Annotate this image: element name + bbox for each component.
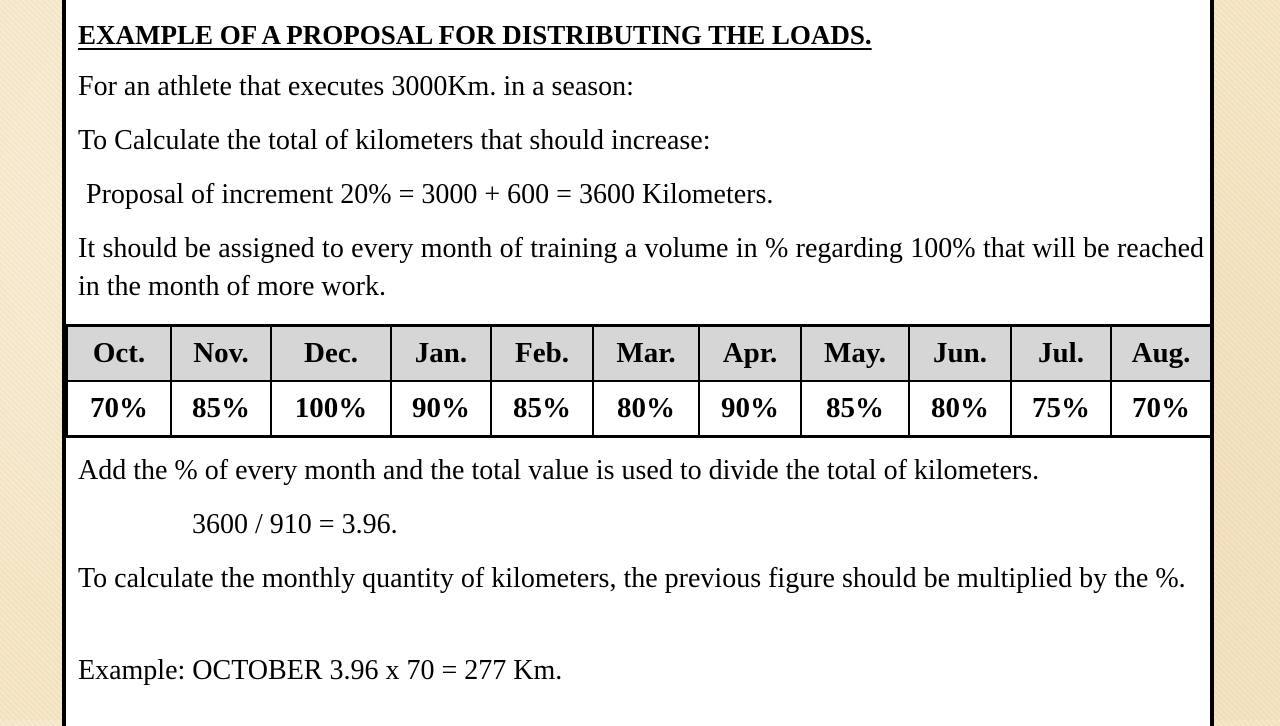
athlete-statement: For an athlete that executes 3000Km. in a season: xyxy=(78,71,634,102)
assignment-paragraph: It should be assigned to every month of training a volume in % regarding 100% that will be reached in the month of more work. xyxy=(78,233,1204,302)
document-title: EXAMPLE OF A PROPOSAL FOR DISTRIBUTING THE LOADS. xyxy=(78,20,872,50)
month-header-row xyxy=(67,326,1211,382)
percentage-cell: 85% xyxy=(491,381,593,437)
october-example: Example: OCTOBER 3.96 x 70 = 277 Km. xyxy=(78,655,563,686)
calculation-intro: To Calculate the total of kilometers that should increase: xyxy=(78,125,711,156)
month-header-cell: Nov. xyxy=(171,326,271,382)
month-header-cell: Jan. xyxy=(391,326,491,382)
percentage-row xyxy=(67,381,1211,437)
month-header-cell: Jun. xyxy=(909,326,1011,382)
month-header-cell: Feb. xyxy=(491,326,593,382)
increment-proposal: Proposal of increment 20% = 3000 + 600 = 3600 Kilometers. xyxy=(86,179,774,210)
percentage-cell: 70% xyxy=(1111,381,1211,437)
percentage-cell: 75% xyxy=(1011,381,1111,437)
percentage-cell: 85% xyxy=(801,381,909,437)
sum-instruction: Add the % of every month and the total value is used to divide the total of kilometers. xyxy=(78,455,1040,486)
percentage-cell: 85% xyxy=(171,381,271,437)
percentage-cell: 80% xyxy=(909,381,1011,437)
percentage-cell: 100% xyxy=(271,381,391,437)
month-header-cell: Apr. xyxy=(699,326,801,382)
month-header-cell: May. xyxy=(801,326,909,382)
month-header-cell: Mar. xyxy=(593,326,699,382)
month-header-cell: Dec. xyxy=(271,326,391,382)
month-header-cell: Jul. xyxy=(1011,326,1111,382)
percentage-cell: 90% xyxy=(391,381,491,437)
monthly-quantity-paragraph: To calculate the monthly quantity of kilometers, the previous figure should be multiplied by the %. xyxy=(78,563,1186,594)
percentage-cell: 90% xyxy=(699,381,801,437)
monthly-percentage-table xyxy=(66,324,1212,438)
percentage-cell: 80% xyxy=(593,381,699,437)
month-header-cell: Oct. xyxy=(67,326,171,382)
percentage-cell: 70% xyxy=(67,381,171,437)
document-page xyxy=(62,0,1214,726)
month-header-cell: Aug. xyxy=(1111,326,1211,382)
division-formula: 3600 / 910 = 3.96. xyxy=(192,509,398,540)
